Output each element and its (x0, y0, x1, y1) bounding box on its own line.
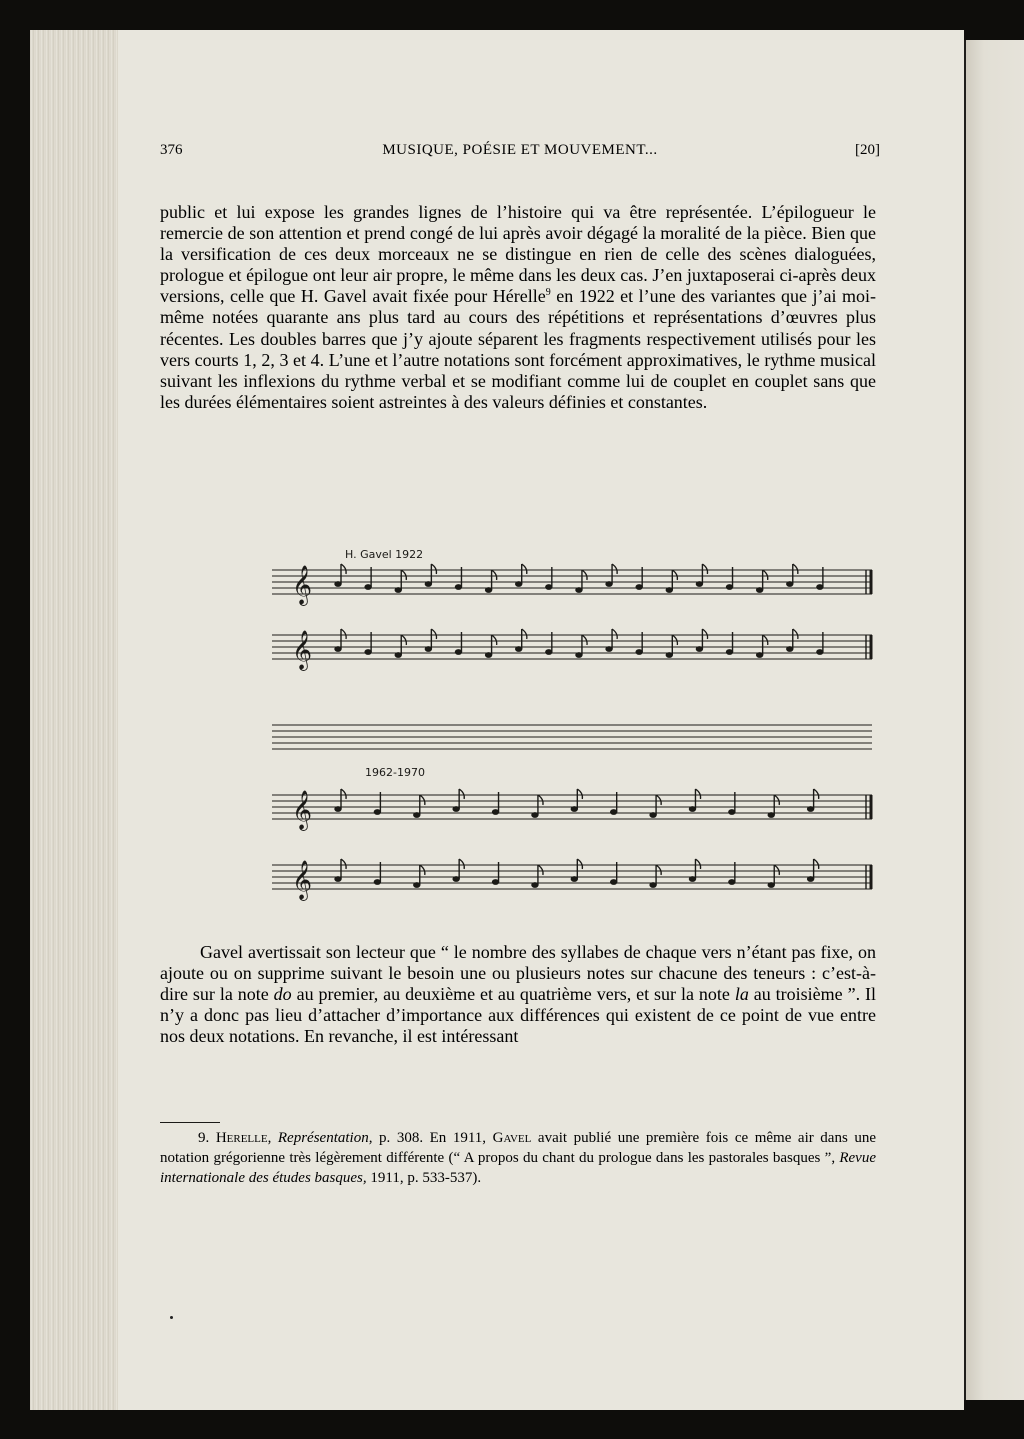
note-flag (695, 789, 700, 799)
note-head (532, 813, 538, 818)
note-flag (492, 570, 497, 580)
page-number: 376 (160, 142, 183, 158)
note-flag (341, 564, 346, 574)
note-head (606, 647, 612, 652)
para2-text-b: au premier, au deuxième et au quatrième vers, et sur la note (291, 984, 735, 1005)
note-head (532, 883, 538, 888)
note-flag (774, 865, 779, 875)
footnote-journal: Revue internationale des études basques, (160, 1150, 876, 1186)
note-flag (656, 865, 661, 875)
note-head (374, 880, 380, 885)
note-head (365, 585, 371, 590)
note-head (807, 807, 813, 812)
folio: [20] (855, 142, 880, 158)
note-flag (577, 789, 582, 799)
note-head (787, 582, 793, 587)
note-head (335, 807, 341, 812)
annotation-gavel-1922: H. Gavel 1922 (345, 548, 424, 561)
note-head (807, 877, 813, 882)
annotation-1962-1970: 1962-1970 (365, 766, 425, 779)
facing-page-edge (964, 40, 1024, 1400)
note-flag (341, 629, 346, 639)
note-flag (431, 564, 436, 574)
note-head (571, 807, 577, 812)
note-head (492, 880, 498, 885)
note-flag (793, 629, 798, 639)
body-paragraph-1 (160, 202, 876, 413)
note-head (492, 810, 498, 815)
note-flag (420, 865, 425, 875)
note-flag (577, 859, 582, 869)
note-head (817, 585, 823, 590)
note-flag (672, 570, 677, 580)
treble-clef: 𝄞 (292, 860, 313, 900)
footnote-author-1: Herelle (215, 1130, 268, 1146)
note-do: do (273, 984, 292, 1005)
note-head (689, 877, 695, 882)
running-title: MUSIQUE, POÉSIE ET MOUVEMENT... (382, 142, 658, 158)
note-head (425, 647, 431, 652)
para1-text-b: en 1922 et l’une des variantes que j’ai moi-même notées quarante ans plus tard au cours des répétitions et représentations d’œuvres plus récentes. Les doubles barres que j’y ajoute séparent les fragments respectivement utilisés pour les vers courts 1, 2, 3 et 4. L’une et l’autre notations sont forcément approximatives, le rythme musical suivant les inflexions du rythme verbal et se modifiant comme lui de couplet en couplet sans que les durées élémentaires soient astreintes à des valeurs définies et constantes. (160, 286, 876, 412)
note-flag (401, 570, 406, 580)
note-flag (702, 564, 707, 574)
note-flag (459, 789, 464, 799)
note-flag (763, 570, 768, 580)
note-flag (672, 635, 677, 645)
note-head (576, 588, 582, 593)
footnote-author-2: Gavel (492, 1130, 532, 1146)
treble-clef: 𝄞 (292, 565, 313, 605)
page-edges (30, 30, 130, 1410)
note-head (729, 880, 735, 885)
note-head (768, 883, 774, 888)
note-head (666, 653, 672, 658)
note-head (395, 588, 401, 593)
note-flag (538, 865, 543, 875)
note-head (374, 810, 380, 815)
para2-text-a: Gavel avertissait son lecteur que “ le nombre des syllabes de chaque vers n’étant pas fixe, on ajoute ou on supprime suivant le besoin une ou plusieurs notes sur chacune des teneurs : c’est-à-dire sur la note (160, 942, 876, 1005)
note-flag (341, 789, 346, 799)
footnote-9 (160, 1128, 876, 1188)
note-flag (401, 635, 406, 645)
note-head (395, 653, 401, 658)
note-flag (763, 635, 768, 645)
note-head (576, 653, 582, 658)
note-head (610, 810, 616, 815)
note-head (787, 647, 793, 652)
note-head (666, 588, 672, 593)
note-head (455, 650, 461, 655)
note-flag (522, 564, 527, 574)
note-head (546, 585, 552, 590)
note-head (606, 582, 612, 587)
note-flag (582, 635, 587, 645)
page-header (160, 142, 880, 164)
note-head (335, 647, 341, 652)
note-head (726, 650, 732, 655)
note-flag (341, 859, 346, 869)
note-head (414, 883, 420, 888)
note-head (729, 810, 735, 815)
note-head (335, 582, 341, 587)
note-head (546, 650, 552, 655)
note-flag (814, 789, 819, 799)
note-flag (814, 859, 819, 869)
note-head (516, 582, 522, 587)
note-head (650, 813, 656, 818)
note-head (485, 653, 491, 658)
note-head (726, 585, 732, 590)
note-head (365, 650, 371, 655)
note-head (571, 877, 577, 882)
footnote-end: 1911, p. 533-537). (366, 1170, 482, 1186)
note-flag (612, 629, 617, 639)
note-head (636, 585, 642, 590)
note-flag (538, 795, 543, 805)
note-flag (420, 795, 425, 805)
note-head (768, 813, 774, 818)
note-flag (492, 635, 497, 645)
note-head (696, 647, 702, 652)
body-paragraph-2 (160, 942, 876, 1047)
note-head (453, 877, 459, 882)
note-head (453, 807, 459, 812)
note-head (696, 582, 702, 587)
note-head (414, 813, 420, 818)
note-flag (774, 795, 779, 805)
note-head (689, 807, 695, 812)
note-head (425, 582, 431, 587)
note-flag (793, 564, 798, 574)
note-flag (656, 795, 661, 805)
note-flag (459, 859, 464, 869)
music-examples (160, 540, 880, 920)
treble-clef: 𝄞 (292, 630, 313, 670)
note-head (455, 585, 461, 590)
note-head (817, 650, 823, 655)
footnote-ref: 9 (545, 287, 551, 299)
note-head (636, 650, 642, 655)
note-flag (695, 859, 700, 869)
note-head (335, 877, 341, 882)
note-la: la (734, 984, 749, 1005)
treble-clef: 𝄞 (292, 790, 313, 830)
footnote-rule (160, 1122, 220, 1123)
note-flag (612, 564, 617, 574)
footnote-mid: p. 308. En 1911, (372, 1130, 493, 1146)
note-flag (522, 629, 527, 639)
footnote-number: 9. (198, 1130, 216, 1146)
note-head (756, 588, 762, 593)
note-head (756, 653, 762, 658)
footnote-work-1: Représentation, (277, 1130, 373, 1146)
note-head (650, 883, 656, 888)
note-flag (702, 629, 707, 639)
footnote-text-2: avait publié une première fois ce même air dans une notation grégorienne très légèrement différente (“ A propos du chant du prologue dans les pastorales basques ”, (160, 1130, 877, 1166)
note-flag (431, 629, 436, 639)
note-flag (582, 570, 587, 580)
page-speck (170, 1316, 173, 1319)
para2-text-c: au troisième ”. Il n’y a donc pas lieu d’attacher d’importance aux différences qui existent de ce point de vue entre nos deux notations. En revanche, il est intéressant (160, 984, 876, 1047)
note-head (516, 647, 522, 652)
note-head (485, 588, 491, 593)
note-head (610, 880, 616, 885)
para1-text-a: public et lui expose les grandes lignes de l’histoire qui va être représentée. L’épilogueur le remercie de son attention et prend congé de lui après avoir dégagé la moralité de la pièce. Bien que la versification de ces deux morceaux ne se distingue en rien de celle des scènes dialoguées, prologue et épilogue ont leur air propre, le même dans les deux cas. J’en juxtaposerai ci-après deux versions, celle que H. Gavel avait fixée pour Hérelle (160, 202, 876, 307)
footnote-sep: , (267, 1130, 278, 1146)
